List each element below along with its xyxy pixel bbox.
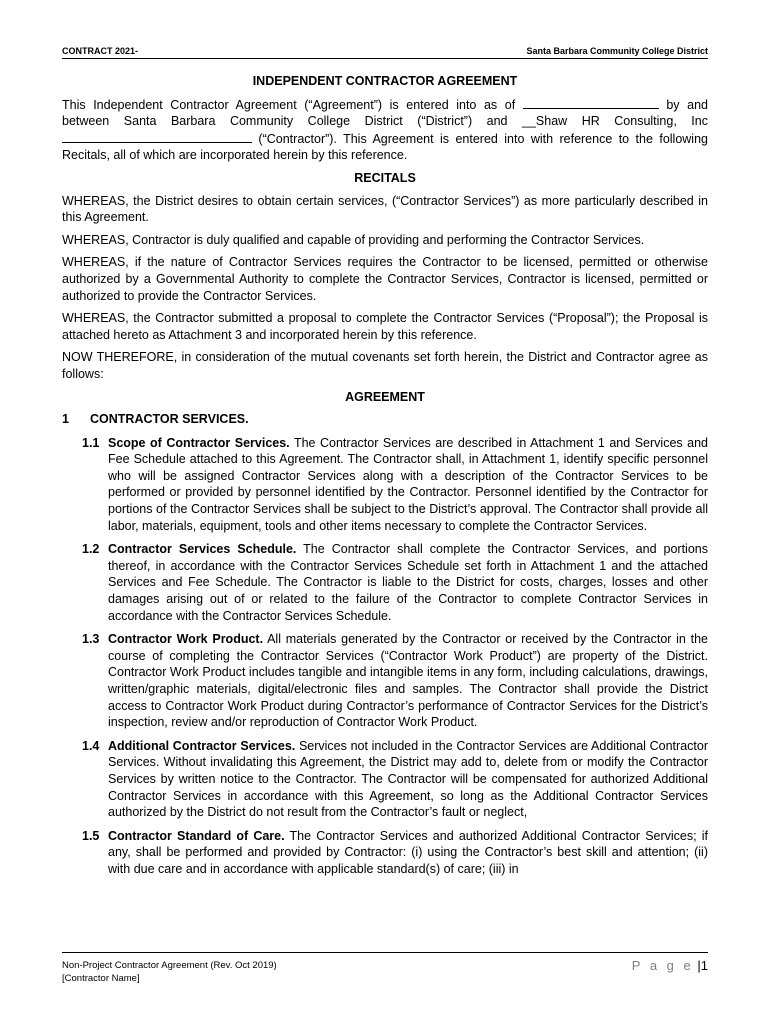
subsection-text: Services not included in the Contractor Services are Additional Contractor Services. Without invalidating this Agreement, the District may add to, delete from or modify the Contractor Services by written notice to the Contractor. The Contractor will be compensated for authorized Additional Contractor Services in accordance with this Agreement, so long as the Additional Contractor Services authorized by the District do not result from the Contractor’s fault or neglect,	[108, 738, 708, 820]
subsection-body	[108, 631, 708, 731]
subsection-number: 1.1	[82, 435, 100, 450]
subsection-text: All materials generated by the Contractor or received by the Contractor in the course of completing the Contractor Services (“Contractor Work Product”) are property of the District. Contractor Work Product includes tangible and intangible items in any form, including calculations, drawings, written/graphic materials, digital/electronic files and samples. The Contractor shall provide the District access to Contractor Work Product during Contractor’s performance of Contractor Services for the District’s inspection, review and/or reproduction of Contractor Work Product.	[108, 632, 708, 730]
agreement-heading: AGREEMENT	[345, 389, 425, 404]
subsection-text: The Contractor Services and authorized Additional Contractor Services; if any, shall be performed and provided by Contractor: (i) using the Contractor’s best skill and attention; (ii) with due care and in accordance with applicable standard(s) of care; (iii) in	[108, 828, 709, 876]
subsection	[62, 828, 708, 878]
contractor-name-blank-line	[62, 130, 252, 143]
recital-paragraph: WHEREAS, if the nature of Contractor Services requires the Contractor to be licensed, permitted or otherwise authorized by a Governmental Authority to complete the Contractor Services, Contractor is licensed, permitted or authorized to provide the Contractor Services.	[62, 255, 708, 303]
subsection-number: 1.3	[82, 632, 100, 647]
intro-part3: (“Contractor”). This Agreement is entered into with reference to the following Recitals, all of which are incorporated herein by this reference.	[62, 131, 708, 163]
subsection-title: Additional Contractor Services.	[108, 738, 296, 753]
footer-form-revision: Non-Project Contractor Agreement (Rev. Oct 2019)	[62, 960, 277, 971]
subsection-number: 1.2	[82, 542, 100, 557]
intro-part2: by and between Santa Barbara Community College District (“District”) and __Shaw HR Consulting, Inc	[62, 97, 708, 129]
subsection-title: Scope of Contractor Services.	[108, 435, 290, 450]
page-number-value: 1	[700, 958, 708, 973]
page-footer	[62, 952, 708, 985]
document-title: INDEPENDENT CONTRACTOR AGREEMENT	[252, 74, 518, 88]
header-district-name: Santa Barbara Community College District	[526, 46, 708, 56]
subsection-title: Contractor Services Schedule.	[108, 542, 297, 557]
recital-paragraph: WHEREAS, the District desires to obtain certain services, (“Contractor Services”) as more particularly described in this Agreement.	[62, 193, 708, 225]
subsection-text: The Contractor Services are described in Attachment 1 and Services and Fee Schedule attached to this Agreement. The Contractor shall, in Attachment 1, identify specific personnel who will be assigned Contractor Services along with a description of the Contractor Services to be performed or provided by personnel identified by the Contractor. Personnel identified by the Contractor for portions of the Contractor Services shall be subject to the District’s approval. The Contractor shall provide all labor, materials, equipment, tools and other items necessary to complete the Contractor Services.	[108, 435, 709, 533]
page-number	[632, 959, 708, 985]
subsection-body	[108, 435, 708, 535]
recital-paragraph: WHEREAS, the Contractor submitted a proposal to complete the Contractor Services (“Proposal”); the Proposal is attached hereto as Attachment 3 and incorporated herein by this reference.	[62, 311, 708, 342]
recitals-heading: RECITALS	[354, 170, 416, 185]
page-label: P a g e	[631, 958, 694, 973]
recital-paragraph: NOW THEREFORE, in consideration of the mutual covenants set forth herein, the District and Contractor agree as follows:	[62, 350, 708, 381]
header-contract-number: CONTRACT 2021-	[62, 46, 139, 56]
subsection-number: 1.4	[82, 738, 100, 753]
section-number: 1	[62, 412, 69, 427]
subsection-text: The Contractor shall complete the Contractor Services, and portions thereof, in accordance with the Contractor Services Schedule set forth in Attachment 1 and the attached Services and Fee Schedule. The Contractor is liable to the District for costs, charges, losses and other damages arising out of or related to the failure of the Contractor to complete Contractor Services in accordance with the Contractor Services Schedule.	[108, 542, 708, 623]
subsection-title: Contractor Standard of Care.	[108, 828, 285, 843]
subsection-title: Contractor Work Product.	[108, 632, 264, 647]
subsection	[62, 541, 708, 624]
subsection-body	[108, 541, 708, 624]
recital-paragraph: WHEREAS, Contractor is duly qualified and capable of providing and performing the Contractor Services.	[62, 232, 645, 247]
footer-contractor-name: [Contractor Name]	[62, 973, 140, 984]
page-header	[62, 46, 708, 59]
section-title: CONTRACTOR SERVICES.	[90, 412, 249, 427]
intro-paragraph	[62, 96, 708, 164]
subsection-number: 1.5	[82, 828, 100, 843]
subsection	[62, 435, 708, 535]
subsection	[62, 738, 708, 821]
intro-part1: This Independent Contractor Agreement (“Agreement”) is entered into as of	[62, 97, 516, 112]
section-heading	[62, 411, 708, 428]
footer-info	[62, 959, 277, 985]
subsection-body	[108, 738, 708, 821]
document-body	[62, 73, 708, 885]
subsection	[62, 631, 708, 731]
date-blank-line	[523, 96, 659, 109]
page-separator: |	[697, 958, 701, 973]
subsection-body	[108, 828, 708, 878]
